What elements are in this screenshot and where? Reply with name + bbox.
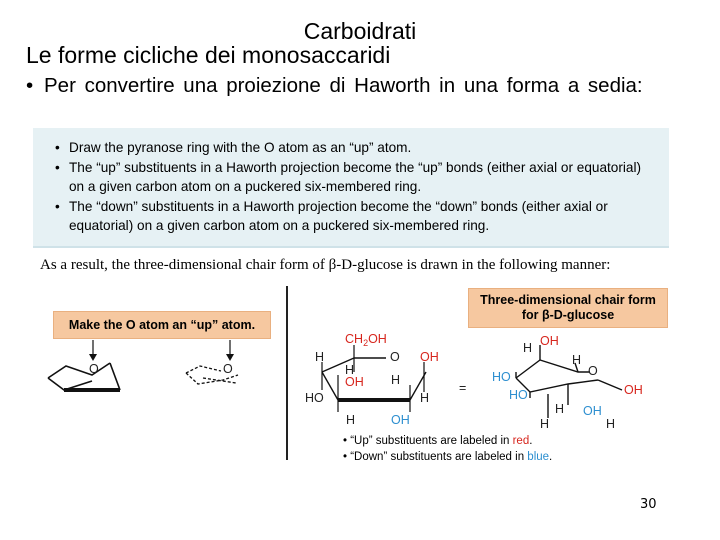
oh-down-group: OH xyxy=(391,413,410,427)
h-atom: H xyxy=(391,373,401,387)
rules-box xyxy=(33,128,669,248)
equals-sign: = xyxy=(459,381,467,395)
ho-down-group: HO xyxy=(509,388,528,402)
legend-up: • “Up” substituents are labeled in red. xyxy=(343,435,533,447)
h-atom: H xyxy=(606,417,616,431)
ring-oxygen-atom: O xyxy=(223,362,233,376)
rule-item: • Draw the pyranose ring with the O atom as an “up” atom. xyxy=(33,138,669,158)
bullet-dot: • xyxy=(26,74,34,97)
haworth-ring xyxy=(322,345,426,412)
rule-item: • The “down” substituents in a Haworth projection become the “down” bonds (either axial or equatorial) on a given carbon atom on a puckered six-membered ring. xyxy=(33,197,669,236)
page-number: 30 xyxy=(640,497,657,512)
divider-line xyxy=(286,286,288,460)
oh-up-group: OH xyxy=(624,383,643,397)
ring-oxygen-atom: O xyxy=(89,362,99,376)
chair-form-label xyxy=(468,288,668,328)
chair-ring-dashed xyxy=(186,366,238,384)
rule-item: • The “up” substituents in a Haworth projection become the “up” bonds (either axial or equatorial) on a given carbon atom on a puckered six-membered ring. xyxy=(33,158,669,197)
h-atom: H xyxy=(540,417,550,431)
glucose-chair xyxy=(516,345,622,418)
oh-up-group: OH xyxy=(420,350,439,364)
oh-up-group: OH xyxy=(345,375,364,389)
ho-down-group: HO xyxy=(492,370,511,384)
h-atom: H xyxy=(555,402,565,416)
oh-down-group: OH xyxy=(583,404,602,418)
h-atom: H xyxy=(523,341,533,355)
h-atom: H xyxy=(315,350,325,364)
main-bullet xyxy=(26,74,690,98)
color-legend xyxy=(343,433,552,465)
ring-oxygen-atom: O xyxy=(390,350,400,364)
h-atom: H xyxy=(346,413,356,427)
h-atom: H xyxy=(420,391,430,405)
arrow-head xyxy=(89,354,97,361)
ch2oh-group: $CH_2OH$ xyxy=(345,332,387,348)
result-sentence: As a result, the three-dimensional chair form of β-D-glucose is drawn in the following manner: xyxy=(40,257,611,273)
slide-subtitle: Le forme cicliche dei monosaccaridi xyxy=(26,42,391,68)
slide-title: Carboidrati xyxy=(303,18,417,44)
make-o-up-label: Make the O atom an “up” atom. xyxy=(53,311,271,339)
bullet-text: Per convertire una proiezione di Haworth in una forma a sedia: xyxy=(44,74,643,97)
h-atom: H xyxy=(572,353,582,367)
arrow-head xyxy=(226,354,234,361)
chair-label-line1: Three-dimensional chair form xyxy=(480,293,656,307)
ho-down-group: HO xyxy=(305,391,324,405)
ring-oxygen-atom: O xyxy=(588,364,598,378)
h-atom: H xyxy=(345,363,355,377)
oh-up-group: OH xyxy=(540,334,559,348)
chair-ring-solid xyxy=(48,363,120,390)
chair-label-line2: for β-D-glucose xyxy=(521,308,615,322)
legend-down: • “Down” substituents are labeled in blue. xyxy=(343,451,553,463)
